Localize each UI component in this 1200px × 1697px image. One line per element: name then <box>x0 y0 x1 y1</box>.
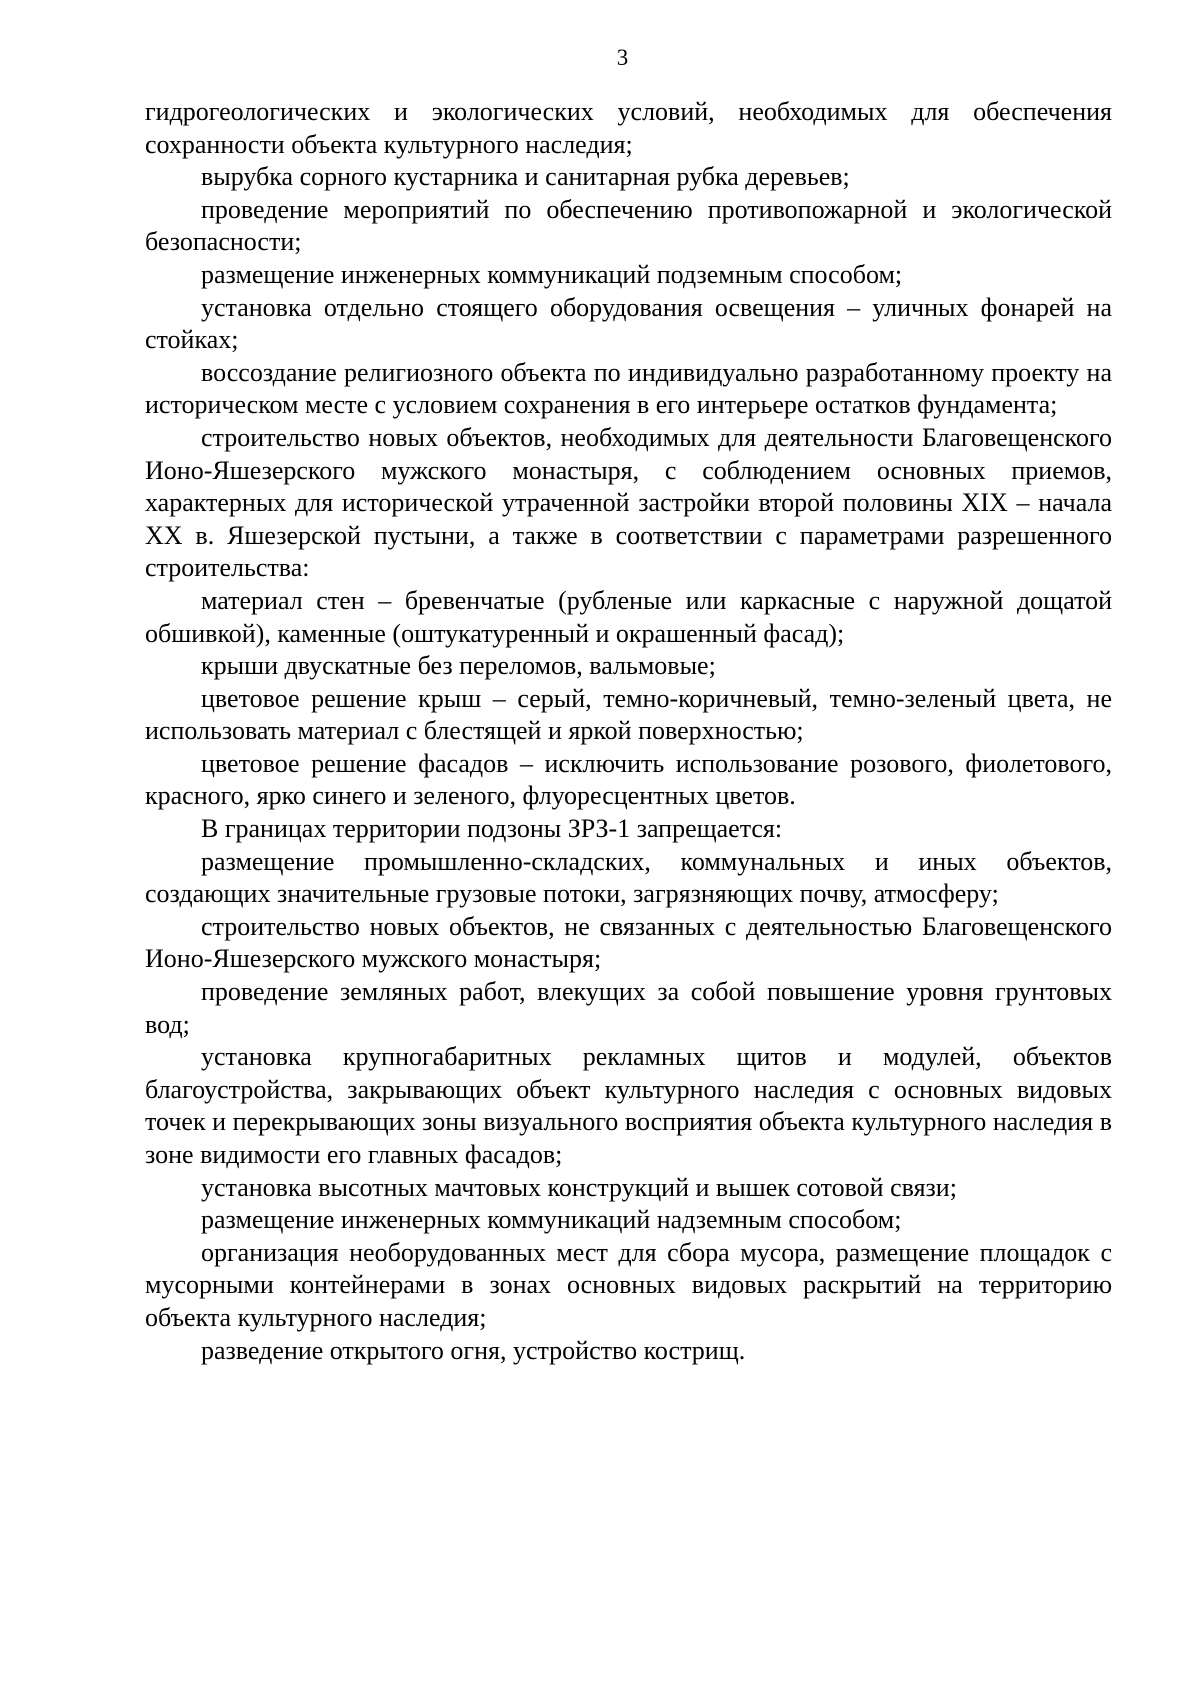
paragraph: проведение земляных работ, влекущих за собой повышение уровня грунтовых вод; <box>145 977 1112 1039</box>
paragraph: размещение инженерных коммуникаций подземным способом; <box>201 259 903 289</box>
paragraph: вырубка сорного кустарника и санитарная рубка деревьев; <box>201 162 850 192</box>
paragraph: установка высотных мачтовых конструкций и вышек сотовой связи; <box>201 1172 957 1202</box>
paragraph: материал стен – бревенчатые (рубленые или каркасные с наружной дощатой обшивкой), каменные (оштукатуренный и окрашенный фасад); <box>145 585 1112 648</box>
paragraph: крыши двускатные без переломов, вальмовые; <box>201 651 716 681</box>
paragraph: проведение мероприятий по обеспечению противопожарной и экологической безопасности; <box>145 194 1112 257</box>
paragraph: размещение инженерных коммуникаций надземным способом; <box>201 1205 902 1235</box>
paragraph: цветовое решение крыш – серый, темно-коричневый, темно-зеленый цвета, не использовать материал с блестящей и яркой поверхностью; <box>145 683 1112 746</box>
paragraph: организация необорудованных мест для сбора мусора, размещение площадок с мусорными контейнерами в зонах основных видовых раскрытий на территорию объекта культурного наследия; <box>145 1237 1112 1332</box>
document-body <box>145 96 1112 1367</box>
paragraph: установка отдельно стоящего оборудования освещения – уличных фонарей на стойках; <box>145 292 1112 355</box>
paragraph: строительство новых объектов, необходимых для деятельности Благовещенского Ионо-Яшезерского мужского монастыря, с соблюдением основных приемов, характерных для исторической утраченной застройки второй половины XIX – начала XX в. Яшезерской пустыни, а также в соответствии с параметрами разрешенного строительства: <box>145 422 1112 583</box>
paragraph: воссоздание религиозного объекта по индивидуально разработанному проекту на историческом месте с условием сохранения в его интерьере остатков фундамента; <box>145 357 1112 420</box>
paragraph: строительство новых объектов, не связанных с деятельностью Благовещенского Ионо-Яшезерского мужского монастыря; <box>145 911 1112 974</box>
paragraph: разведение открытого огня, устройство кострищ. <box>201 1335 746 1365</box>
paragraph: гидрогеологических и экологических условий, необходимых для обеспечения сохранности объекта культурного наследия; <box>145 97 1112 159</box>
paragraph: размещение промышленно-складских, коммунальных и иных объектов, создающих значительные грузовые потоки, загрязняющих почву, атмосферу; <box>145 846 1112 909</box>
paragraph: цветовое решение фасадов – исключить использование розового, фиолетового, красного, ярко синего и зеленого, флуоресцентных цветов. <box>145 748 1112 811</box>
page-number: 3 <box>616 45 629 70</box>
section-heading: В границах территории подзоны ЗРЗ-1 запрещается: <box>201 814 783 844</box>
paragraph: установка крупногабаритных рекламных щитов и модулей, объектов благоустройства, закрывающих объект культурного наследия с основных видовых точек и перекрывающих зоны визуального восприятия объекта культурного наследия в зоне видимости его главных фасадов; <box>145 1042 1112 1169</box>
